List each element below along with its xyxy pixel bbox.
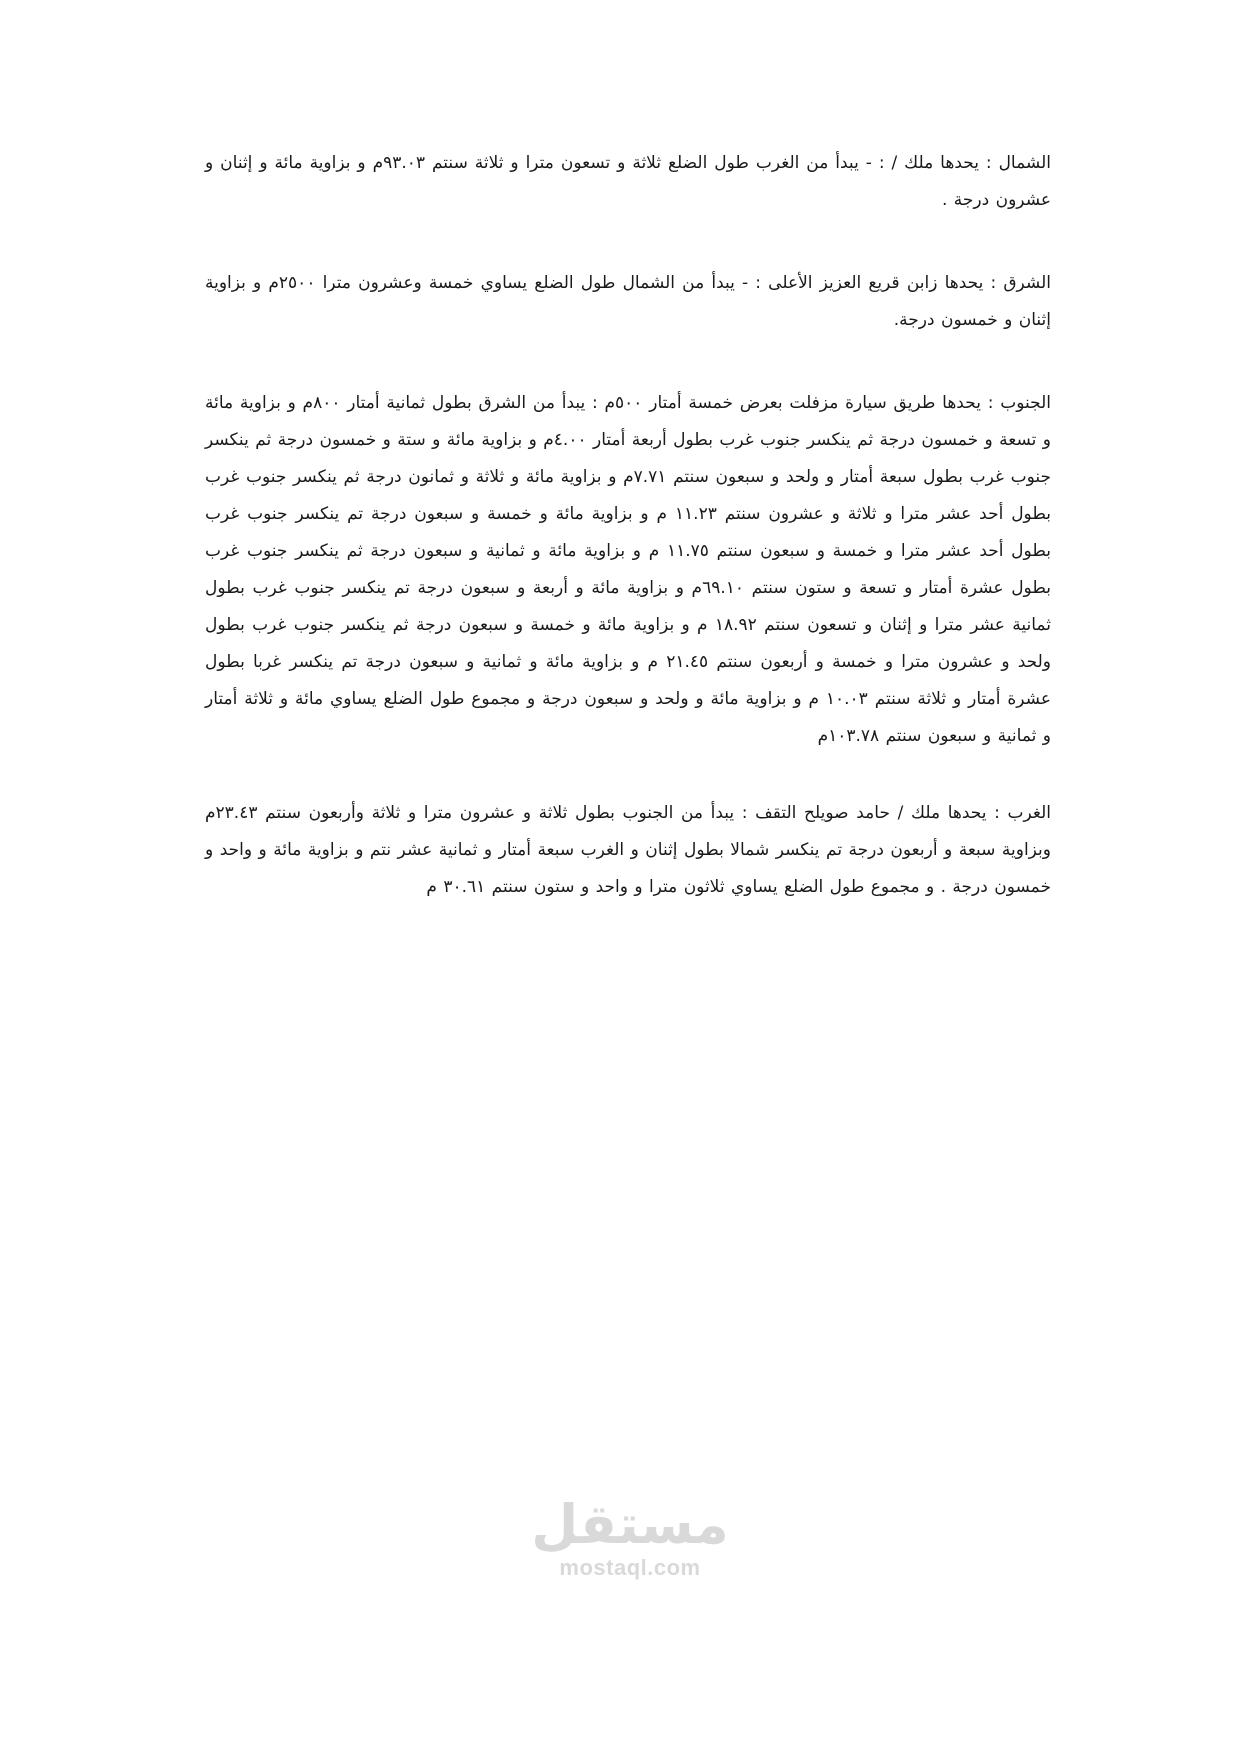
watermark-logo: مستقل [531, 1493, 729, 1556]
paragraph-east-boundary: الشرق : يحدها زابن قريع العزيز الأعلى : - يبدأ من الشمال طول الضلع يساوي خمسة وعشرون مترا ٢٥٠٠م و بزاوية إثنان و خمسون درجة. [205, 273, 1051, 330]
watermark-url: mostaql.com [559, 1555, 701, 1580]
paragraph-south-boundary: الجنوب : يحدها طريق سيارة مزفلت بعرض خمسة أمتار ٥٠٠م : يبدأ من الشرق بطول ثمانية أمتار ٨٠٠م و بزاوية مائة و تسعة و خمسون درجة ثم ينكسر جنوب غرب بطول أربعة أمتار ٤.٠٠م و بزاوية مائة و ستة و خمسون درجة ثم ينكسر جنوب غرب بطول سبعة أمتار و ولحد و سبعون سنتم ٧.٧١م و بزاوية مائة و ثلاثة و ثمانون درجة ثم ينكسر جنوب غرب بطول أحد عشر مترا و ثلاثة و عشرون سنتم ١١.٢٣ م و بزاوية مائة و خمسة و سبعون درجة تم ينكسر جنوب غرب بطول أحد عشر مترا و خمسة و سبعون سنتم ١١.٧٥ م و بزاوية مائة و ثمانية و سبعون درجة ثم ينكسر جنوب غرب بطول عشرة أمتار و تسعة و ستون سنتم ٦٩.١٠م و بزاوية مائة و أربعة و سبعون درجة تم ينكسر جنوب غرب بطول ثمانية عشر مترا و إثنان و تسعون سنتم ١٨.٩٢ م و بزاوية مائة و خمسة و سبعون درجة ثم ينكسر جنوب غرب بطول ولحد و عشرون مترا و خمسة و أربعون سنتم ٢١.٤٥ م و بزاوية مائة و ثمانية و سبعون درجة تم ينكسر غربا بطول عشرة أمتار و ثلاثة سنتم ١٠.٠٣ م و بزاوية مائة و ولحد و سبعون درجة و مجموع طول الضلع يساوي مائة و ثلاثة أمتار و ثمانية و سبعون سنتم ١٠٣.٧٨م [205, 393, 1052, 746]
document-body [205, 145, 1051, 946]
paragraph-north-boundary: الشمال : يحدها ملك / : - يبدأ من الغرب طول الضلع ثلاثة و تسعون مترا و ثلاثة سنتم ٩٣.٠٣م و بزاوية مائة و إثنان و عشرون درجة . [205, 153, 1051, 210]
paragraph-west-boundary: الغرب : يحدها ملك / حامد صويلح التقف : يبدأ من الجنوب بطول ثلاثة و عشرون مترا و ثلاثة وأربعون سنتم ٢٣.٤٣م وبزاوية سبعة و أربعون درجة تم ينكسر شمالا بطول إثنان و الغرب سبعة أمتار و ثمانية عشر نتم و بزاوية مائة و واحد و خمسون درجة . و مجموع طول الضلع يساوي ثلاثون مترا و واحد و ستون سنتم ٣٠.٦١ م [205, 803, 1051, 897]
mostaql-watermark [530, 1495, 730, 1605]
